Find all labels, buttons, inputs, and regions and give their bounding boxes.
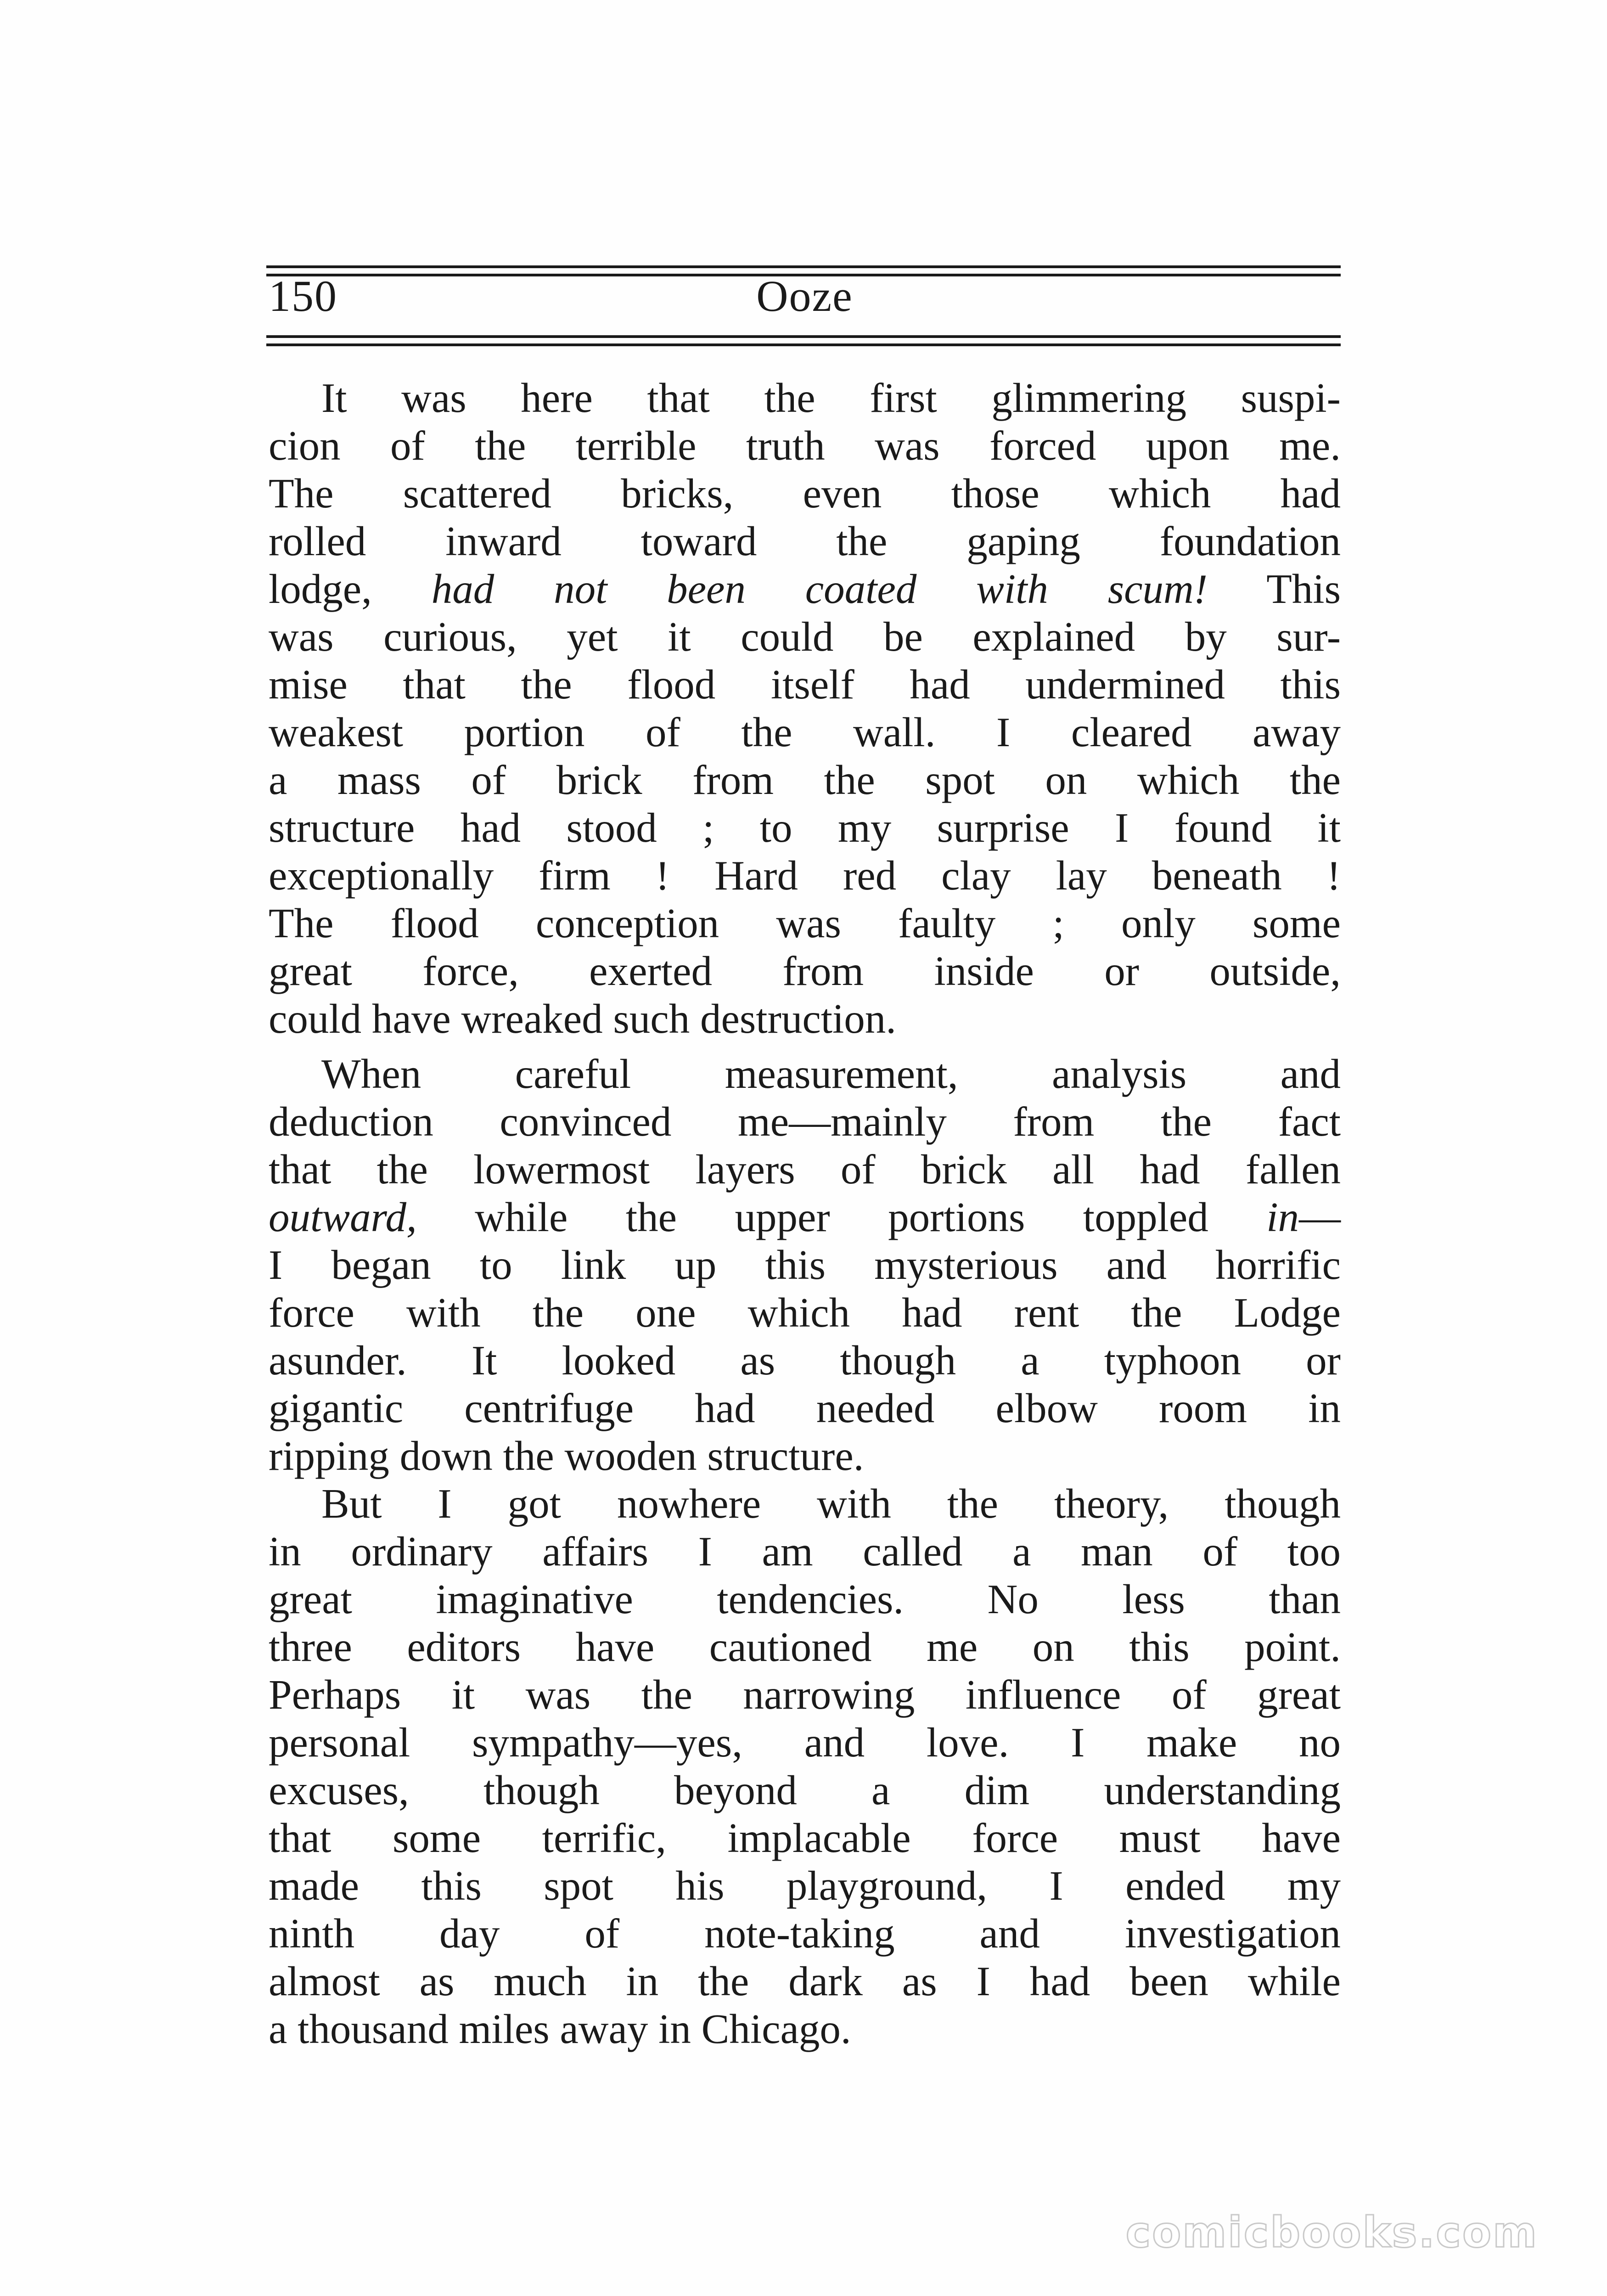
text-line: Perhaps it was the narrowing influence of great — [269, 1671, 1341, 1718]
text-line: could have wreaked such destruction. — [269, 996, 897, 1042]
body-text — [269, 374, 1341, 2053]
text-line: cion of the terrible truth was forced upon me. — [269, 422, 1341, 469]
text-line: gigantic centrifuge had needed elbow room in — [269, 1385, 1341, 1431]
text-line: ripping down the wooden structure. — [269, 1433, 864, 1479]
text-line — [269, 1193, 1341, 1241]
italic-text: had not been coated with scum! — [431, 566, 1208, 612]
running-title: Ooze — [756, 271, 853, 321]
text-line: great force, exerted from inside or outside, — [269, 948, 1341, 994]
text-line: It was here that the first glimmering suspi- — [321, 375, 1341, 421]
text-line: rolled inward toward the gaping foundation — [269, 518, 1341, 564]
text-line: The scattered bricks, even those which had — [269, 470, 1341, 517]
text-line: deduction convinced me—mainly from the fact — [269, 1098, 1341, 1145]
watermark: comicbooks.com — [1125, 2208, 1538, 2257]
text-line: almost as much in the dark as I had been while — [269, 1958, 1341, 2004]
paragraph-1 — [269, 374, 1341, 1043]
text-run: — — [1299, 1194, 1341, 1240]
text-run: This — [1208, 566, 1341, 612]
running-head — [269, 269, 1341, 324]
text-line: ninth day of note-taking and investigation — [269, 1910, 1341, 1957]
text-line — [269, 565, 1341, 613]
text-line: When careful measurement, analysis and — [321, 1051, 1341, 1097]
header-bottom-rule-1 — [266, 335, 1341, 338]
text-line: personal sympathy—yes, and love. I make no — [269, 1719, 1341, 1766]
text-line: structure had stood ; to my surprise I found it — [269, 805, 1341, 851]
text-line: was curious, yet it could be explained by sur- — [269, 613, 1341, 660]
text-line: in ordinary affairs I am called a man of too — [269, 1528, 1341, 1575]
text-line: great imaginative tendencies. No less than — [269, 1576, 1341, 1622]
text-line: mise that the flood itself had undermined this — [269, 661, 1341, 708]
page-number: 150 — [269, 271, 337, 321]
text-line: weakest portion of the wall. I cleared away — [269, 709, 1341, 755]
text-line: a mass of brick from the spot on which the — [269, 757, 1341, 803]
italic-text: outward, — [269, 1194, 417, 1240]
text-line: excuses, though beyond a dim understanding — [269, 1767, 1341, 1813]
text-line: a thousand miles away in Chicago. — [269, 2006, 851, 2052]
text-line: The flood conception was faulty ; only some — [269, 900, 1341, 946]
text-line: I began to link up this mysterious and horrific — [269, 1242, 1341, 1288]
text-line: But I got nowhere with the theory, though — [321, 1480, 1341, 1527]
text-line: that some terrific, implacable force must have — [269, 1815, 1341, 1861]
text-line: three editors have cautioned me on this point. — [269, 1624, 1341, 1670]
paragraph-3 — [269, 1480, 1341, 2053]
text-line: that the lowermost layers of brick all had fallen — [269, 1146, 1341, 1193]
text-line: asunder. It looked as though a typhoon or — [269, 1337, 1341, 1384]
text-run: while the upper portions toppled — [416, 1194, 1267, 1240]
text-line: force with the one which had rent the Lodge — [269, 1289, 1341, 1336]
text-run: lodge, — [269, 566, 432, 612]
header-top-rule-1 — [266, 265, 1341, 268]
text-line: exceptionally firm ! Hard red clay lay beneath ! — [269, 852, 1341, 899]
text-line: made this spot his playground, I ended my — [269, 1863, 1341, 1909]
italic-text: in — [1266, 1194, 1299, 1240]
paragraph-2 — [269, 1050, 1341, 1480]
header-bottom-rule-2 — [266, 343, 1341, 346]
